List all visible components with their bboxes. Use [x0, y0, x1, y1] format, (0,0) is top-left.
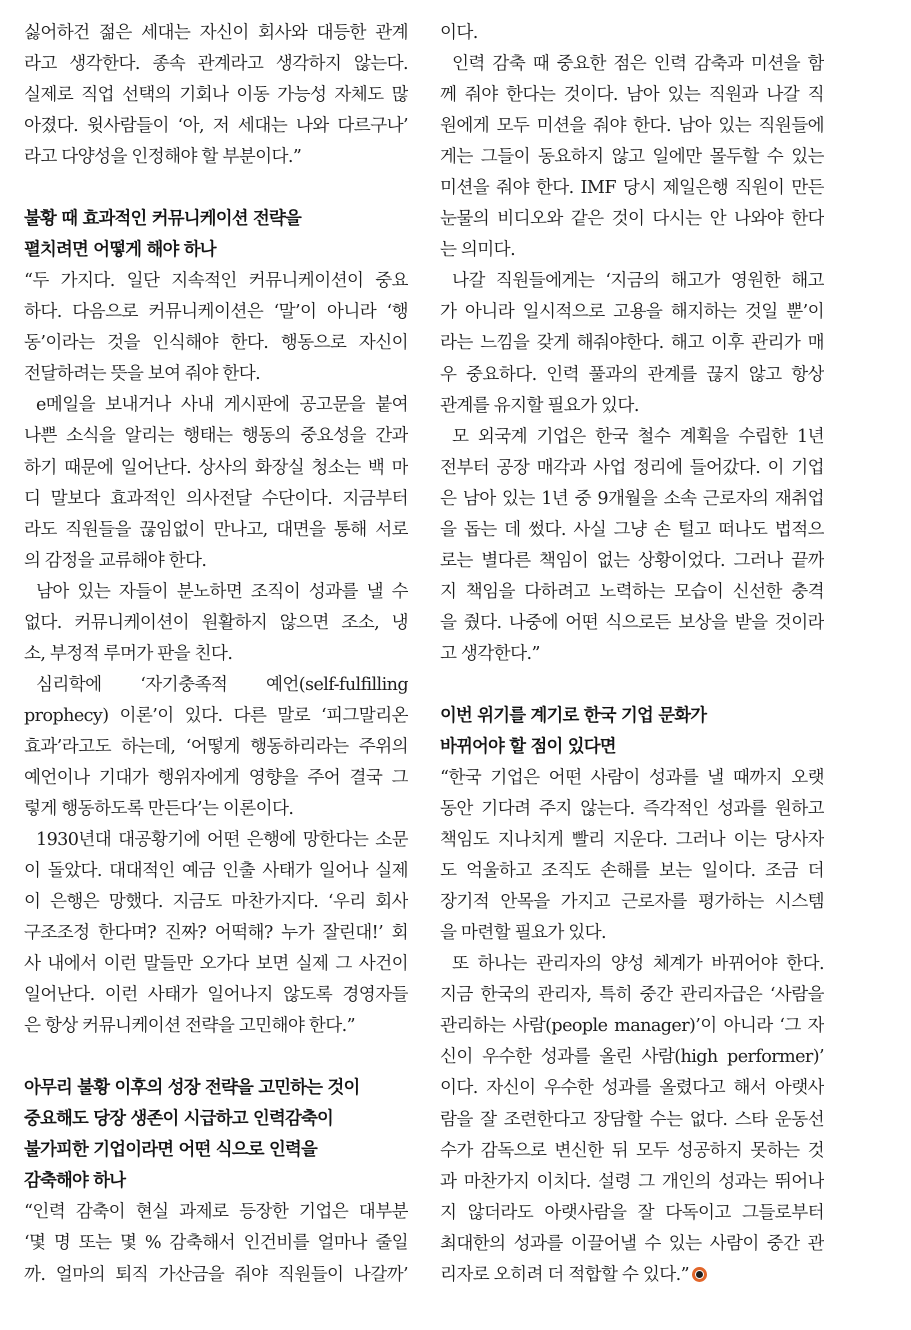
- text-line: 관리하는 사람(people manager)’이 아니라 ‘그 자: [440, 1016, 824, 1037]
- text-line: 라도 직원들을 끊임없이 만나고, 대면을 통해 서로: [24, 519, 408, 540]
- text-line: 께 줘야 한다는 것이다. 남아 있는 직원과 나갈 직: [440, 85, 824, 106]
- text-line: 전달하려는 뜻을 보여 줘야 한다.: [24, 364, 261, 385]
- heading-line: 이번 위기를 계기로 한국 기업 문화가: [440, 705, 707, 726]
- answer-2-start: [24, 1197, 408, 1290]
- heading-line: 아무리 불황 이후의 성장 전략을 고민하는 것이: [24, 1078, 360, 1099]
- text-line: 싫어하건 젊은 세대는 자신이 회사와 대등한 관계: [24, 23, 408, 43]
- text-line: 일어난다. 이런 사태가 일어나지 않도록 경영자들: [24, 985, 408, 1006]
- text-line: 나쁜 소식을 알리는 행태는 행동의 중요성을 간과: [24, 426, 408, 447]
- text-line: 인력 감축 때 중요한 점은 인력 감축과 미션을 함: [452, 54, 824, 75]
- text-line: 고 생각한다.”: [440, 643, 540, 664]
- text-line: 1930년대 대공황기에 어떤 은행에 망한다는 소문: [36, 830, 408, 851]
- text-line: 로는 별다른 책임이 없는 상황이었다. 그러나 끝까: [440, 550, 824, 571]
- text-line: 관계를 유지할 필요가 있다.: [440, 395, 639, 416]
- answer-2-continued: [440, 18, 824, 670]
- heading-line: 중요해도 당장 생존이 시급하고 인력감축이: [24, 1109, 334, 1130]
- text-line: 신이 우수한 성과를 올린 사람(high performer)’: [440, 1047, 824, 1068]
- text-line: 눈물의 비디오와 같은 것이 다시는 안 나와야 한다: [440, 209, 824, 230]
- text-line: 은 남아 있는 1년 중 9개월을 소속 근로자의 재취업: [440, 488, 824, 509]
- text-line: 효과’라고도 하는데, ‘어떻게 행동하리라는 주위의: [24, 736, 408, 757]
- text-line: prophecy) 이론’이 있다. 다른 말로 ‘피그말리온: [24, 705, 408, 726]
- answer-1: [24, 266, 408, 1042]
- text-line: 렇게 행동하도록 만든다’는 이론이다.: [24, 799, 294, 820]
- text-line: 지 책임을 다하려고 노력하는 모습이 신선한 충격: [440, 581, 824, 602]
- text-line: 우 중요하다. 인력 풀과의 관계를 끊지 않고 항상: [440, 364, 824, 385]
- text-line: ‘몇 명 또는 몇 % 감축해서 인건비를 얼마나 줄일: [24, 1233, 408, 1254]
- text-line: 사 내에서 이런 말들만 오가다 보면 실제 그 사건이: [24, 954, 408, 975]
- article-end-mark-icon: [692, 1267, 707, 1282]
- question-heading-2: [24, 1073, 408, 1197]
- text-line: 동’이라는 것을 인식해야 한다. 행동으로 자신이: [24, 333, 408, 354]
- question-heading-3: [440, 701, 824, 763]
- text-line: “두 가지다. 일단 지속적인 커뮤니케이션이 중요: [24, 271, 408, 292]
- heading-line: 감축해야 하나: [24, 1171, 126, 1192]
- text-line: 동안 기다려 주지 않는다. 즉각적인 성과를 원하고: [440, 799, 824, 820]
- text-line: 이 돌았다. 대대적인 예금 인출 사태가 일어나 실제: [24, 861, 408, 882]
- text-line: 도 억울하고 조직도 손해를 보는 일이다. 조금 더: [440, 861, 824, 882]
- intro-paragraph: [24, 18, 408, 173]
- text-line: 실제로 직업 선택의 기회나 이동 가능성 자체도 많: [24, 85, 408, 106]
- left-column: [24, 18, 408, 1291]
- text-line: 예언이나 기대가 행위자에게 영향을 주어 결국 그: [24, 767, 408, 788]
- text-line: 을 마련할 필요가 있다.: [440, 923, 607, 944]
- text-line: 구조조정 한다며? 진짜? 어떡해? 누가 잘린대!’ 회: [24, 923, 408, 944]
- text-line: 게는 그들이 동요하지 않고 일에만 몰두할 수 있는: [440, 147, 824, 168]
- final-text: 리자로 오히려 더 적합할 수 있다.”: [440, 1264, 689, 1285]
- text-line: [440, 1260, 824, 1291]
- text-line: 의 감정을 교류해야 한다.: [24, 550, 207, 571]
- heading-line: 바뀌어야 할 점이 있다면: [440, 736, 616, 757]
- text-line: 는 의미다.: [440, 240, 516, 261]
- text-line: 최대한의 성과를 이끌어낼 수 있는 사람이 중간 관: [440, 1233, 824, 1254]
- text-line: 과 마찬가지 이치다. 설령 그 개인의 성과는 뛰어나: [440, 1171, 824, 1192]
- text-line: 나갈 직원들에게는 ‘지금의 해고가 영원한 해고: [452, 271, 824, 292]
- question-heading-1: [24, 204, 408, 266]
- text-line: 을 돕는 데 썼다. 사실 그냥 손 털고 떠나도 법적으: [440, 519, 824, 540]
- text-line: e메일을 보내거나 사내 게시판에 공고문을 붙여: [36, 395, 408, 416]
- text-line: 이다.: [440, 23, 478, 43]
- text-line: 원에게 모두 미션을 줘야 한다. 남아 있는 직원들에: [440, 116, 824, 137]
- heading-line: 불황 때 효과적인 커뮤니케이션 전략을: [24, 209, 302, 230]
- text-line: 하다. 다음으로 커뮤니케이션은 ‘말’이 아니라 ‘행: [24, 302, 408, 323]
- text-line: 라는 느낌을 갖게 해줘야한다. 해고 이후 관리가 매: [440, 333, 824, 354]
- text-line: 모 외국계 기업은 한국 철수 계획을 수립한 1년: [452, 426, 824, 447]
- text-line: 가 아니라 일시적으로 고용을 해지하는 것일 뿐’이: [440, 302, 824, 323]
- text-line: 남아 있는 자들이 분노하면 조직이 성과를 낼 수: [36, 581, 408, 602]
- text-line: 전부터 공장 매각과 사업 정리에 들어갔다. 이 기업: [440, 457, 824, 478]
- text-line: 미션을 줘야 한다. IMF 당시 제일은행 직원이 만든: [440, 178, 824, 199]
- text-line: 책임도 지나치게 빨리 지운다. 그러나 이는 당사자: [440, 830, 824, 851]
- text-line: 수가 감독으로 변신한 뒤 모두 성공하지 못하는 것: [440, 1140, 824, 1161]
- text-line: 은 항상 커뮤니케이션 전략을 고민해야 한다.”: [24, 1016, 355, 1037]
- text-line: 소, 부정적 루머가 판을 친다.: [24, 643, 233, 664]
- text-line: 심리학에 ‘자기충족적 예언(self-fulfilling: [36, 674, 408, 695]
- text-line: 이 은행은 망했다. 지금도 마찬가지다. ‘우리 회사: [24, 892, 408, 913]
- text-line: 또 하나는 관리자의 양성 체계가 바뀌어야 한다.: [452, 954, 824, 975]
- text-line: 라고 다양성을 인정해야 할 부분이다.”: [24, 147, 302, 168]
- text-line: 아졌다. 윗사람들이 ‘아, 저 세대는 나와 다르구나’: [24, 116, 408, 137]
- text-line: 없다. 커뮤니케이션이 원활하지 않으면 조소, 냉: [24, 612, 408, 633]
- text-line: 람을 잘 조련한다고 장담할 수는 없다. 스타 운동선: [440, 1109, 824, 1130]
- text-line: 디 말보다 효과적인 의사전달 수단이다. 지금부터: [24, 488, 408, 509]
- right-column: [440, 18, 824, 1291]
- heading-line: 펼치려면 어떻게 해야 하나: [24, 240, 216, 261]
- text-line: 지 않더라도 아랫사람을 잘 다독이고 그들로부터: [440, 1202, 824, 1223]
- text-line: 이다. 자신이 우수한 성과를 올렸다고 해서 아랫사: [440, 1078, 824, 1099]
- text-line: 을 줬다. 나중에 어떤 식으로든 보상을 받을 것이라: [440, 612, 824, 633]
- text-line: 하기 때문에 일어난다. 상사의 화장실 청소는 백 마: [24, 457, 408, 478]
- text-line: “인력 감축이 현실 과제로 등장한 기업은 대부분: [24, 1202, 408, 1223]
- heading-line: 불가피한 기업이라면 어떤 식으로 인력을: [24, 1140, 318, 1161]
- text-line: 장기적 안목을 가지고 근로자를 평가하는 시스템: [440, 892, 824, 913]
- text-line: “한국 기업은 어떤 사람이 성과를 낼 때까지 오랫: [440, 767, 824, 788]
- text-line: 까. 얼마의 퇴직 가산금을 줘야 직원들이 나갈까’: [24, 1264, 408, 1285]
- answer-3: [440, 763, 824, 1291]
- text-line: 라고 생각한다. 종속 관계라고 생각하지 않는다.: [24, 54, 408, 75]
- text-line: 지금 한국의 관리자, 특히 중간 관리자급은 ‘사람을: [440, 985, 824, 1006]
